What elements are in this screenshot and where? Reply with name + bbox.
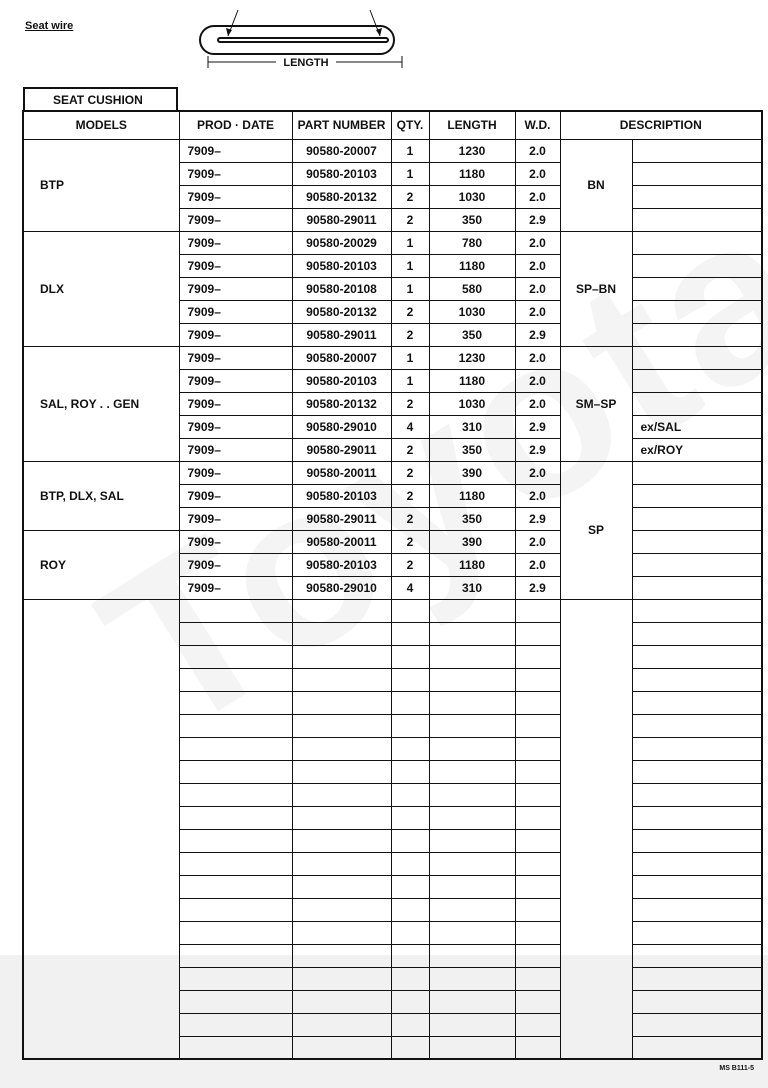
blank-note-cell xyxy=(632,921,762,944)
blank-cell xyxy=(515,921,560,944)
qty-cell: 1 xyxy=(391,231,429,254)
blank-cell xyxy=(391,737,429,760)
prod-date-cell: 7909– xyxy=(179,346,292,369)
header-wd: W.D. xyxy=(515,111,560,139)
blank-cell xyxy=(391,944,429,967)
part-number-cell: 90580-29011 xyxy=(292,438,391,461)
prod-date-cell: 7909– xyxy=(179,553,292,576)
part-number-cell: 90580-29011 xyxy=(292,323,391,346)
blank-cell xyxy=(179,645,292,668)
blank-cell xyxy=(429,599,515,622)
model-cell: BTP, DLX, SAL xyxy=(23,461,179,530)
part-number-cell: 90580-29010 xyxy=(292,576,391,599)
blank-cell xyxy=(292,783,391,806)
blank-cell xyxy=(515,599,560,622)
header-length: LENGTH xyxy=(429,111,515,139)
wd-cell: 2.9 xyxy=(515,323,560,346)
blank-model-cell xyxy=(23,599,179,1059)
table-row xyxy=(23,139,762,162)
qty-cell: 2 xyxy=(391,323,429,346)
blank-cell xyxy=(391,668,429,691)
blank-cell xyxy=(179,875,292,898)
blank-cell xyxy=(515,714,560,737)
qty-cell: 2 xyxy=(391,507,429,530)
note-cell xyxy=(632,392,762,415)
blank-cell xyxy=(179,622,292,645)
qty-cell: 2 xyxy=(391,484,429,507)
blank-cell xyxy=(391,599,429,622)
prod-date-cell: 7909– xyxy=(179,254,292,277)
length-cell: 310 xyxy=(429,415,515,438)
blank-cell xyxy=(179,944,292,967)
parts-table xyxy=(22,110,763,1060)
blank-cell xyxy=(515,852,560,875)
header-description: DESCRIPTION xyxy=(560,111,762,139)
blank-cell xyxy=(429,806,515,829)
note-cell xyxy=(632,369,762,392)
part-number-cell: 90580-20007 xyxy=(292,139,391,162)
wd-cell: 2.0 xyxy=(515,484,560,507)
blank-cell xyxy=(292,944,391,967)
blank-cell xyxy=(292,645,391,668)
blank-cell xyxy=(515,806,560,829)
blank-cell xyxy=(515,783,560,806)
length-cell: 1180 xyxy=(429,162,515,185)
prod-date-cell: 7909– xyxy=(179,139,292,162)
blank-cell xyxy=(515,875,560,898)
blank-cell xyxy=(292,737,391,760)
blank-cell xyxy=(391,1036,429,1059)
length-cell: 1180 xyxy=(429,484,515,507)
blank-cell xyxy=(179,599,292,622)
note-cell xyxy=(632,254,762,277)
note-cell xyxy=(632,185,762,208)
qty-cell: 2 xyxy=(391,438,429,461)
blank-cell xyxy=(292,829,391,852)
blank-cell xyxy=(429,783,515,806)
seat-wire-diagram xyxy=(190,8,420,72)
qty-cell: 1 xyxy=(391,277,429,300)
blank-note-cell xyxy=(632,1013,762,1036)
note-cell xyxy=(632,461,762,484)
prod-date-cell: 7909– xyxy=(179,415,292,438)
note-cell xyxy=(632,484,762,507)
part-number-cell: 90580-20103 xyxy=(292,553,391,576)
length-cell: 1180 xyxy=(429,254,515,277)
description-cell: SP–BN xyxy=(560,231,632,346)
wd-cell: 2.0 xyxy=(515,461,560,484)
prod-date-cell: 7909– xyxy=(179,392,292,415)
length-cell: 310 xyxy=(429,576,515,599)
blank-cell xyxy=(179,967,292,990)
blank-note-cell xyxy=(632,875,762,898)
blank-cell xyxy=(292,806,391,829)
blank-cell xyxy=(515,691,560,714)
blank-cell xyxy=(391,829,429,852)
section-tab: SEAT CUSHION xyxy=(23,87,178,111)
note-cell: ex/SAL xyxy=(632,415,762,438)
note-cell xyxy=(632,277,762,300)
blank-cell xyxy=(179,1036,292,1059)
blank-cell xyxy=(391,622,429,645)
blank-cell xyxy=(391,760,429,783)
blank-cell xyxy=(391,898,429,921)
wd-cell: 2.9 xyxy=(515,507,560,530)
length-cell: 1230 xyxy=(429,346,515,369)
header-part-number: PART NUMBER xyxy=(292,111,391,139)
table-row xyxy=(23,346,762,369)
wd-cell: 2.0 xyxy=(515,346,560,369)
part-number-cell: 90580-20011 xyxy=(292,530,391,553)
note-cell xyxy=(632,346,762,369)
blank-note-cell xyxy=(632,898,762,921)
blank-cell xyxy=(179,783,292,806)
wd-cell: 2.0 xyxy=(515,530,560,553)
blank-cell xyxy=(391,990,429,1013)
qty-cell: 2 xyxy=(391,185,429,208)
length-cell: 1030 xyxy=(429,185,515,208)
blank-cell xyxy=(292,760,391,783)
blank-cell xyxy=(429,898,515,921)
description-cell: BN xyxy=(560,139,632,231)
blank-cell xyxy=(429,645,515,668)
blank-cell xyxy=(429,737,515,760)
blank-cell xyxy=(429,714,515,737)
blank-cell xyxy=(292,898,391,921)
blank-cell xyxy=(429,1036,515,1059)
qty-cell: 2 xyxy=(391,300,429,323)
blank-cell xyxy=(391,852,429,875)
blank-cell xyxy=(429,691,515,714)
blank-row xyxy=(23,599,762,622)
blank-cell xyxy=(429,760,515,783)
blank-note-cell xyxy=(632,714,762,737)
blank-cell xyxy=(515,668,560,691)
model-cell: DLX xyxy=(23,231,179,346)
blank-cell xyxy=(391,1013,429,1036)
blank-cell xyxy=(179,737,292,760)
part-number-cell: 90580-20132 xyxy=(292,300,391,323)
description-cell: SM–SP xyxy=(560,346,632,461)
blank-cell xyxy=(515,990,560,1013)
wd-cell: 2.0 xyxy=(515,162,560,185)
length-cell: 1180 xyxy=(429,553,515,576)
table-row xyxy=(23,231,762,254)
qty-cell: 4 xyxy=(391,415,429,438)
note-cell xyxy=(632,576,762,599)
blank-cell xyxy=(179,691,292,714)
note-cell xyxy=(632,530,762,553)
blank-cell xyxy=(292,967,391,990)
blank-cell xyxy=(429,829,515,852)
blank-cell xyxy=(292,691,391,714)
wd-cell: 2.9 xyxy=(515,576,560,599)
blank-description-cell xyxy=(560,599,632,1059)
prod-date-cell: 7909– xyxy=(179,438,292,461)
note-cell xyxy=(632,208,762,231)
blank-cell xyxy=(391,714,429,737)
blank-cell xyxy=(292,875,391,898)
blank-cell xyxy=(292,921,391,944)
prod-date-cell: 7909– xyxy=(179,323,292,346)
part-number-cell: 90580-20011 xyxy=(292,461,391,484)
note-cell xyxy=(632,300,762,323)
blank-cell xyxy=(391,806,429,829)
length-cell: 1230 xyxy=(429,139,515,162)
blank-note-cell xyxy=(632,967,762,990)
seat-wire-caption: Seat wire xyxy=(25,20,74,32)
wd-cell: 2.9 xyxy=(515,415,560,438)
blank-cell xyxy=(179,898,292,921)
blank-cell xyxy=(179,921,292,944)
qty-cell: 2 xyxy=(391,392,429,415)
length-cell: 350 xyxy=(429,208,515,231)
header-models: MODELS xyxy=(23,111,179,139)
blank-note-cell xyxy=(632,806,762,829)
length-cell: 390 xyxy=(429,461,515,484)
note-cell xyxy=(632,162,762,185)
blank-cell xyxy=(292,852,391,875)
prod-date-cell: 7909– xyxy=(179,461,292,484)
qty-cell: 1 xyxy=(391,346,429,369)
prod-date-cell: 7909– xyxy=(179,300,292,323)
qty-cell: 2 xyxy=(391,208,429,231)
blank-cell xyxy=(515,967,560,990)
blank-cell xyxy=(515,1036,560,1059)
note-cell xyxy=(632,507,762,530)
note-cell: ex/ROY xyxy=(632,438,762,461)
note-cell xyxy=(632,553,762,576)
part-number-cell: 90580-20103 xyxy=(292,162,391,185)
qty-cell: 2 xyxy=(391,530,429,553)
footer-code: MS B111-5 xyxy=(719,1065,754,1072)
prod-date-cell: 7909– xyxy=(179,231,292,254)
part-number-cell: 90580-20132 xyxy=(292,185,391,208)
blank-cell xyxy=(179,760,292,783)
prod-date-cell: 7909– xyxy=(179,277,292,300)
part-number-cell: 90580-20007 xyxy=(292,346,391,369)
part-number-cell: 90580-20103 xyxy=(292,369,391,392)
blank-cell xyxy=(515,645,560,668)
prod-date-cell: 7909– xyxy=(179,576,292,599)
prod-date-cell: 7909– xyxy=(179,484,292,507)
blank-note-cell xyxy=(632,760,762,783)
wd-cell: 2.0 xyxy=(515,185,560,208)
wd-cell: 2.0 xyxy=(515,139,560,162)
table-row xyxy=(23,461,762,484)
blank-note-cell xyxy=(632,829,762,852)
part-number-cell: 90580-29011 xyxy=(292,208,391,231)
note-cell xyxy=(632,323,762,346)
blank-cell xyxy=(292,1013,391,1036)
blank-note-cell xyxy=(632,668,762,691)
part-number-cell: 90580-29010 xyxy=(292,415,391,438)
blank-cell xyxy=(292,990,391,1013)
blank-cell xyxy=(391,875,429,898)
blank-cell xyxy=(515,944,560,967)
prod-date-cell: 7909– xyxy=(179,185,292,208)
blank-cell xyxy=(179,714,292,737)
length-cell: 390 xyxy=(429,530,515,553)
blank-cell xyxy=(179,1013,292,1036)
blank-note-cell xyxy=(632,645,762,668)
model-cell: BTP xyxy=(23,139,179,231)
blank-cell xyxy=(179,990,292,1013)
prod-date-cell: 7909– xyxy=(179,369,292,392)
blank-cell xyxy=(179,829,292,852)
length-cell: 1030 xyxy=(429,392,515,415)
qty-cell: 1 xyxy=(391,139,429,162)
length-cell: 580 xyxy=(429,277,515,300)
note-cell xyxy=(632,231,762,254)
blank-cell xyxy=(179,668,292,691)
blank-cell xyxy=(391,783,429,806)
length-dimension-label: LENGTH xyxy=(283,57,329,69)
wd-cell: 2.0 xyxy=(515,392,560,415)
blank-note-cell xyxy=(632,691,762,714)
prod-date-cell: 7909– xyxy=(179,208,292,231)
length-cell: 350 xyxy=(429,507,515,530)
qty-cell: 1 xyxy=(391,162,429,185)
blank-cell xyxy=(515,898,560,921)
qty-cell: 2 xyxy=(391,553,429,576)
blank-cell xyxy=(515,1013,560,1036)
blank-cell xyxy=(515,622,560,645)
part-number-cell: 90580-20108 xyxy=(292,277,391,300)
blank-cell xyxy=(292,714,391,737)
length-cell: 1180 xyxy=(429,369,515,392)
header-qty: QTY. xyxy=(391,111,429,139)
blank-cell xyxy=(391,645,429,668)
qty-cell: 1 xyxy=(391,254,429,277)
blank-cell xyxy=(391,967,429,990)
blank-cell xyxy=(429,875,515,898)
part-number-cell: 90580-20103 xyxy=(292,484,391,507)
header-prod-date: PROD · DATE xyxy=(179,111,292,139)
wd-cell: 2.0 xyxy=(515,254,560,277)
blank-cell xyxy=(292,622,391,645)
model-cell: ROY xyxy=(23,530,179,599)
blank-cell xyxy=(429,622,515,645)
blank-cell xyxy=(429,944,515,967)
qty-cell: 2 xyxy=(391,461,429,484)
qty-cell: 4 xyxy=(391,576,429,599)
blank-note-cell xyxy=(632,783,762,806)
blank-cell xyxy=(292,668,391,691)
blank-cell xyxy=(429,668,515,691)
length-cell: 350 xyxy=(429,323,515,346)
wd-cell: 2.0 xyxy=(515,277,560,300)
wd-cell: 2.0 xyxy=(515,553,560,576)
part-number-cell: 90580-20132 xyxy=(292,392,391,415)
blank-note-cell xyxy=(632,599,762,622)
wd-cell: 2.9 xyxy=(515,208,560,231)
model-cell: SAL, ROY . . GEN xyxy=(23,346,179,461)
blank-cell xyxy=(179,806,292,829)
note-cell xyxy=(632,139,762,162)
wd-cell: 2.0 xyxy=(515,300,560,323)
blank-cell xyxy=(429,990,515,1013)
qty-cell: 1 xyxy=(391,369,429,392)
blank-cell xyxy=(429,921,515,944)
blank-cell xyxy=(179,852,292,875)
description-cell: SP xyxy=(560,461,632,599)
wd-cell: 2.0 xyxy=(515,369,560,392)
blank-cell xyxy=(391,691,429,714)
blank-note-cell xyxy=(632,944,762,967)
table-header-row xyxy=(23,111,762,139)
blank-cell xyxy=(292,1036,391,1059)
part-number-cell: 90580-20103 xyxy=(292,254,391,277)
part-number-cell: 90580-29011 xyxy=(292,507,391,530)
blank-cell xyxy=(429,967,515,990)
length-cell: 350 xyxy=(429,438,515,461)
blank-cell xyxy=(515,760,560,783)
blank-cell xyxy=(429,852,515,875)
table-row xyxy=(23,530,762,553)
prod-date-cell: 7909– xyxy=(179,162,292,185)
prod-date-cell: 7909– xyxy=(179,530,292,553)
table-body xyxy=(23,139,762,1059)
blank-note-cell xyxy=(632,990,762,1013)
blank-note-cell xyxy=(632,852,762,875)
blank-note-cell xyxy=(632,737,762,760)
length-cell: 780 xyxy=(429,231,515,254)
blank-cell xyxy=(515,737,560,760)
blank-note-cell xyxy=(632,622,762,645)
blank-cell xyxy=(515,829,560,852)
length-cell: 1030 xyxy=(429,300,515,323)
wd-cell: 2.0 xyxy=(515,231,560,254)
prod-date-cell: 7909– xyxy=(179,507,292,530)
part-number-cell: 90580-20029 xyxy=(292,231,391,254)
blank-cell xyxy=(292,599,391,622)
blank-cell xyxy=(391,921,429,944)
blank-cell xyxy=(429,1013,515,1036)
wd-cell: 2.9 xyxy=(515,438,560,461)
blank-note-cell xyxy=(632,1036,762,1059)
